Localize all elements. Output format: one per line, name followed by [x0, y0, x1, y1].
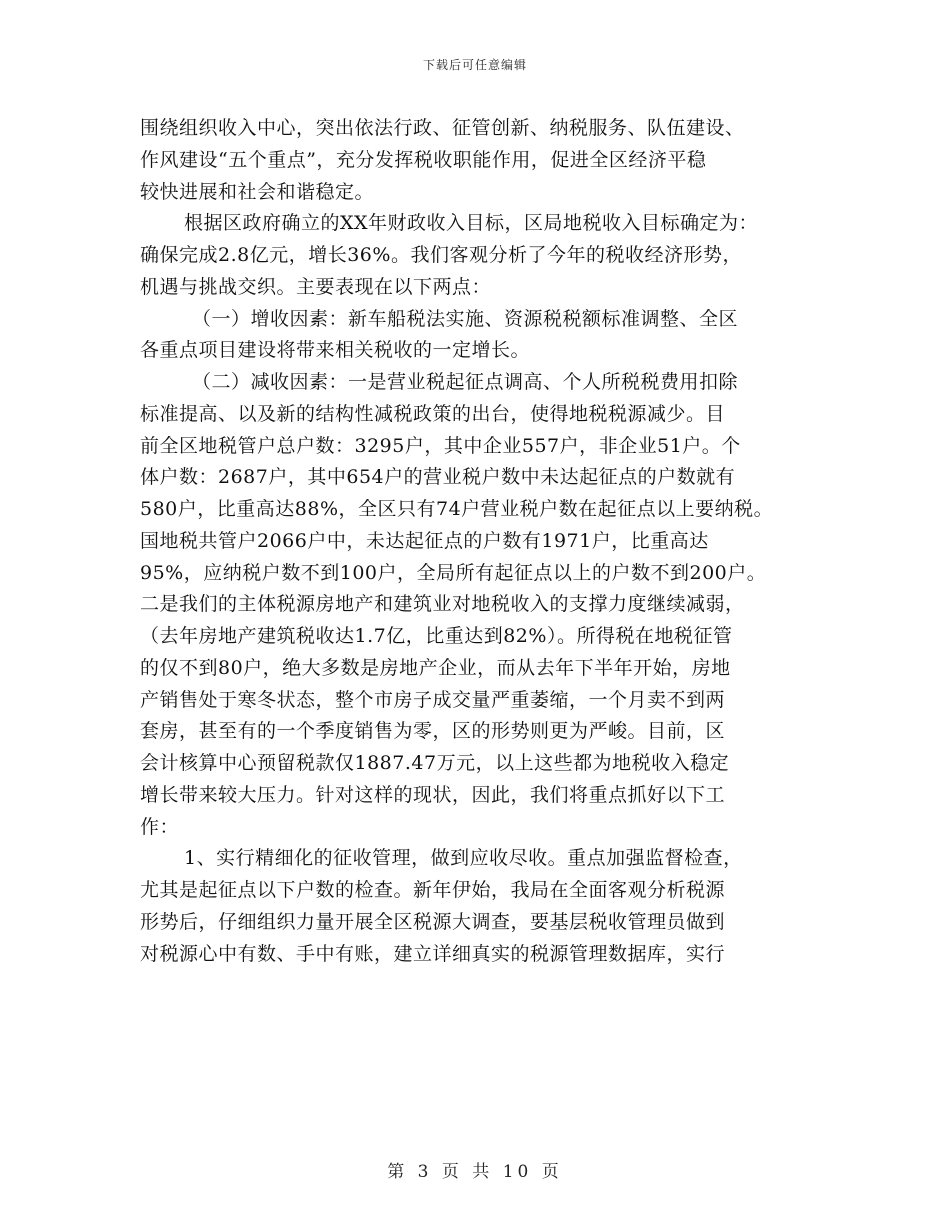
text-line: 根据区政府确立的XX年财政收入目标，区局地税收入目标确定为： [184, 212, 759, 235]
page-footer: 第 3 页 共 10 页 [387, 1162, 563, 1182]
text-line: 较快进展和社会和谐稳定。 [140, 180, 375, 203]
text-line: 机遇与挑战交织。主要表现在以下两点： [140, 275, 492, 298]
text-line: 95%，应纳税户数不到100户，全局所有起征点以上的户数不到200户。 [140, 561, 767, 584]
text-line: 580户，比重高达88%，全区只有74户营业税户数在起征点以上要纳税。 [140, 498, 774, 520]
document-body [140, 113, 812, 970]
text-line: （二）减收因素：一是营业税起征点调高、个人所税税费用扣除 [192, 371, 739, 393]
text-line: 会计核算中心预留税款仅1887.47万元，以上这些都为地税收入稳定 [140, 752, 730, 774]
text-line: 增长带来较大压力。针对这样的现状，因此，我们将重点抓好以下工 [140, 783, 726, 806]
text-line: 各重点项目建设将带来相关税收的一定增长。 [140, 339, 531, 362]
text-line: 标准提高、以及新的结构性减税政策的出台，使得地税税源减少。目 [140, 402, 726, 425]
text-line: 二是我们的主体税源房地产和建筑业对地税收入的支撑力度继续减弱， [140, 593, 745, 616]
text-line: 前全区地税管户总户数：3295户，其中企业557户，非企业51户。个 [140, 434, 741, 457]
text-line: 套房，甚至有的一个季度销售为零，区的形势则更为严峻。目前，区 [140, 720, 726, 743]
text-line: 作： [140, 815, 180, 838]
text-line: （去年房地产建筑税收达1.7亿，比重达到82%）。所得税在地税征管 [140, 625, 733, 647]
text-line: 作风建设“五个重点”，充分发挥税收职能作用，促进全区经济平稳 [140, 148, 707, 171]
text-line: 产销售处于寒冬状态，整个市房子成交量严重萎缩，一个月卖不到两 [140, 688, 726, 711]
page-header: 下载后可任意编辑 [422, 58, 527, 72]
text-line: 的仅不到80户，绝大多数是房地产企业，而从去年下半年开始，房地 [140, 656, 731, 679]
text-line: 确保完成2.8亿元，增长36%。我们客观分析了今年的税收经济形势， [140, 244, 742, 266]
text-line: 体户数：2687户，其中654户的营业税户数中未达起征点的户数就有 [140, 466, 736, 489]
text-line: 围绕组织收入中心，突出依法行政、征管创新、纳税服务、队伍建设、 [140, 117, 745, 139]
text-line: 形势后，仔细组织力量开展全区税源大调查，要基层税收管理员做到 [140, 910, 726, 933]
text-line: 1、实行精细化的征收管理，做到应收尽收。重点加强监督检查， [184, 847, 743, 870]
text-line: 尤其是起征点以下户数的检查。新年伊始，我局在全面客观分析税源 [140, 879, 726, 901]
text-line: （一）增收因素：新车船税法实施、资源税税额标准调整、全区 [192, 307, 739, 330]
text-line: 对税源心中有数、手中有账，建立详细真实的税源管理数据库，实行 [140, 942, 726, 965]
text-line: 国地税共管户2066户中，未达起征点的户数有1971户，比重高达 [140, 529, 709, 552]
